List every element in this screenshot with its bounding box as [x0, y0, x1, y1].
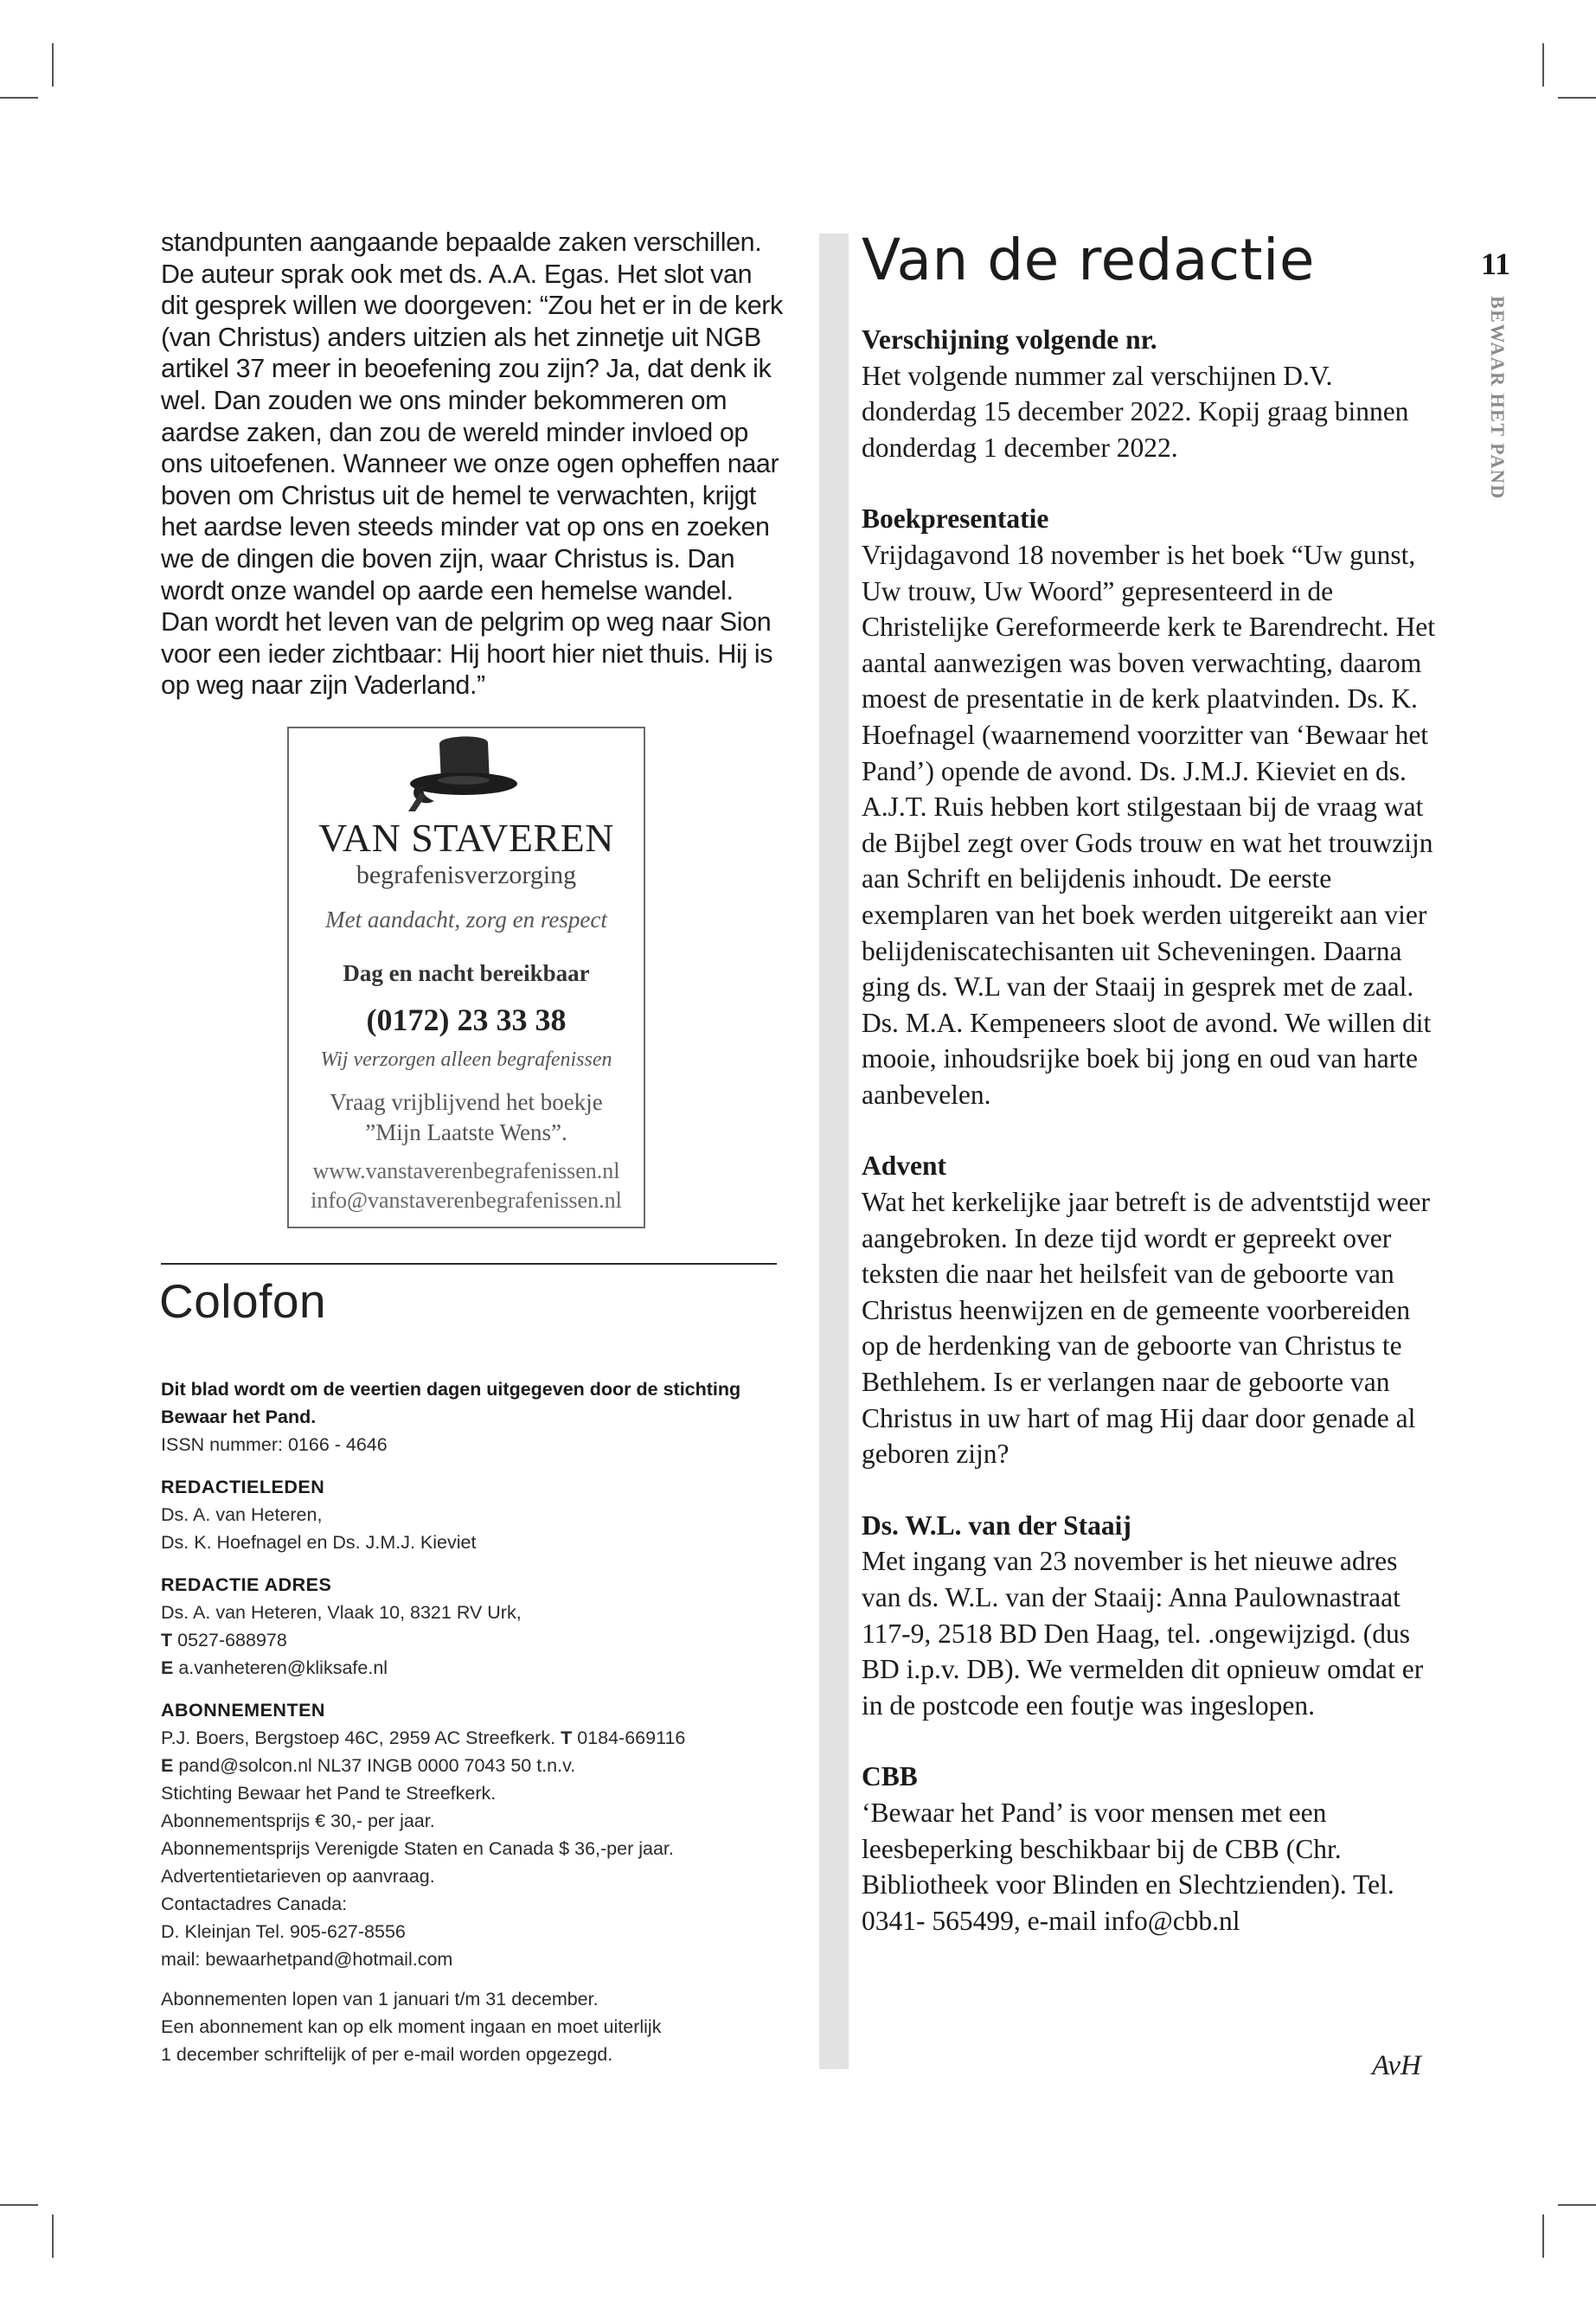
news-heading: CBB [862, 1761, 918, 1792]
ad-availability: Dag en nacht bereikbaar [343, 960, 590, 986]
news-item [862, 1759, 1439, 1939]
abonnementen-line: Advertentietarieven op aanvraag. [161, 1866, 435, 1887]
redactie-column [862, 322, 1439, 1974]
redactie-adres-line: Ds. A. van Heteren, Vlaak 10, 8321 RV Urk, [161, 1602, 522, 1623]
editor-signature: AvH [1372, 2050, 1421, 2081]
abonnementen-line: Abonnementsprijs Verenigde Staten en Canada $ 36,-per jaar. [161, 1838, 674, 1859]
abonnementen-email [161, 1752, 784, 1779]
news-heading: Verschijning volgende nr. [862, 324, 1157, 355]
abonnementen-line: Contactadres Canada: [161, 1894, 348, 1914]
crop-mark [1558, 97, 1596, 99]
news-body: Wat het kerkelijke jaar betreft is de adventstijd weer aangebroken. In deze tijd wordt er gepreekt over teksten die naar het heilsfeit van de geboorte van Christus heenwijzen en de gemeente voorbereiden op de herdenking van de geboorte van Christus te Bethlehem. Is er verlangen naar de geboorte van Christus in uw hart of mag Hij daar door genade al geboren zijn? [862, 1187, 1430, 1470]
page-number: 11 [1481, 247, 1511, 281]
crop-mark [52, 43, 54, 87]
abonnementen-line: Stichting Bewaar het Pand te Streefkerk. [161, 1783, 497, 1804]
abo-email-value: pand@solcon.nl NL37 INGB 0000 7043 50 t.n.v. [173, 1755, 576, 1776]
ad-note: Wij verzorgen alleen begrafenissen [320, 1048, 612, 1071]
article-conclusion: standpunten aangaande bepaalde zaken verschillen. De auteur sprak ook met ds. A.A. Egas. Het slot van dit gesprek willen we doorgeven: “Zou het er in de kerk (van Christus) anders uitzien als het zinnetje uit NGB artikel 37 meer in beoefening zou zijn? Ja, dat denk ik wel. Dan zouden we ons minder bekommeren om aardse zaken, dan zou de wereld minder invloed op ons uitoefenen. Wanneer we onze ogen opheffen naar boven om Christus uit de hemel te verwachten, krijgt het aardse leven steeds minder vat op ons en zoeken we de dingen die boven zijn, waar Christus is. Dan wordt onze wandel op aarde een hemelse wandel. Dan wordt het leven van de pelgrim op weg naar Sion voor een ieder zichtbaar: Hij hoort hier niet thuis. Hij is op weg naar zijn Vaderland.” [161, 228, 783, 701]
running-head: BEWAAR HET PAND [1487, 296, 1509, 500]
colofon-lead: Dit blad wordt om de veertien dagen uitgegeven door de stichting Bewaar het Pand. [161, 1379, 741, 1427]
ad-booklet-title: ”Mijn Laatste Wens”. [365, 1119, 567, 1145]
column-accent-bar [819, 234, 849, 2069]
abonnementen-line: mail: bewaarhetpand@hotmail.com [161, 1949, 453, 1970]
ad-subtitle: begrafenisverzorging [356, 861, 577, 889]
news-body: Met ingang van 23 november is het nieuwe adres van ds. W.L. van der Staaij: Anna Paulownastraat 117-9, 2518 BD Den Haag, tel. .ongewijzigd. (dus BD i.p.v. DB). We vermelden dit opnieuw omdat er in de postcode een foutje was ingeslopen. [862, 1546, 1424, 1721]
phone-value: 0527-688978 [172, 1630, 287, 1650]
colofon-body [161, 1375, 784, 2068]
news-body: Vrijdagavond 18 november is het boek “Uw gunst, Uw trouw, Uw Woord” gepresenteerd in de Christelijke Gereformeerde kerk te Barendrecht. Het aantal aanwezigen was boven verwachting, daarom moest de presentatie in de kerk plaatvinden. Ds. K. Hoefnagel (waarnemend voorzitter van ‘Bewaar het Pand’) opende de avond. Ds. J.M.J. Kieviet en ds. A.J.T. Ruis hebben kort stilgestaan bij de vraag wat de Bijbel zegt over Gods trouw en wat het trouwzijn aan Schrift en belijdenis inhoudt. De eerste exemplaren van het boek werden uitgereikt aan vier belijdeniscatechisanten uit Scheveningen. Daarna ging ds. W.L van der Staaij in gesprek met de zaal. Ds. M.A. Kempeneers sloot de avond. We willen dit mooie, inhoudsrijke boek bij jong en oud van harte aanbevelen. [862, 539, 1435, 1110]
redactieleden-heading: REDACTIELEDEN [161, 1477, 325, 1497]
crop-mark [0, 97, 38, 99]
abo-phone-label: T [561, 1727, 573, 1748]
abo-address: P.J. Boers, Bergstoep 46C, 2959 AC Streefkerk. [161, 1727, 561, 1748]
news-heading: Ds. W.L. van der Staaij [862, 1509, 1131, 1541]
ad-booklet-line: Vraag vrijblijvend het boekje [330, 1089, 603, 1115]
abonnement-terms-line: 1 december schriftelijk of per e-mail worden opgezegd. [161, 2044, 613, 2065]
ad-firm-name: VAN STAVEREN [318, 816, 614, 860]
ad-website[interactable]: www.vanstaverenbegrafenissen.nl [312, 1158, 620, 1183]
phone-label: T [161, 1630, 173, 1650]
redactie-phone [161, 1626, 784, 1654]
ad-phone: (0172) 23 33 38 [366, 1003, 567, 1037]
ad-email[interactable]: info@vanstaverenbegrafenissen.nl [311, 1188, 622, 1213]
abo-email-label: E [161, 1755, 174, 1776]
funeral-advertisement [287, 727, 645, 1228]
redactie-email [161, 1654, 784, 1682]
email-label: E [161, 1657, 174, 1678]
news-body: Het volgende nummer zal verschijnen D.V. donderdag 15 december 2022. Kopij graag binnen donderdag 1 december 2022. [862, 360, 1409, 463]
news-item [862, 501, 1439, 1112]
redactieleden-line: Ds. A. van Heteren, [161, 1504, 323, 1525]
news-heading: Boekpresentatie [862, 503, 1049, 535]
news-item [862, 1508, 1439, 1724]
crop-mark [52, 2214, 54, 2258]
crop-mark [1542, 2214, 1544, 2258]
abonnement-terms-line: Abonnementen lopen van 1 januari t/m 31 december. [161, 1989, 599, 2009]
abonnementen-address [161, 1724, 784, 1752]
abonnementen-line: D. Kleinjan Tel. 905-627-8556 [161, 1921, 406, 1942]
abonnementen-line: Abonnementsprijs € 30,- per jaar. [161, 1811, 435, 1831]
colofon-issn: ISSN nummer: 0166 - 4646 [161, 1434, 388, 1455]
redactieleden-line: Ds. K. Hoefnagel en Ds. J.M.J. Kieviet [161, 1532, 477, 1553]
section-title: Van de redactie [862, 227, 1315, 293]
news-item [862, 1148, 1439, 1471]
crop-mark [1558, 2204, 1596, 2206]
news-body: ‘Bewaar het Pand’ is voor mensen met een leesbeperking beschikbaar bij de CBB (Chr. Bibliotheek voor Blinden en Slechtzienden). Tel. 0341- 565499, e-mail info@cbb.nl [862, 1797, 1394, 1936]
top-hat-icon [400, 732, 538, 815]
redactie-adres-heading: REDACTIE ADRES [161, 1574, 332, 1595]
email-value[interactable]: a.vanheteren@kliksafe.nl [173, 1657, 388, 1678]
abo-phone-value: 0184-669116 [572, 1727, 686, 1748]
ad-slogan: Met aandacht, zorg en respect [325, 907, 607, 933]
crop-mark [0, 2204, 38, 2206]
colofon-title: Colofon [159, 1274, 327, 1328]
news-item [862, 322, 1439, 465]
news-heading: Advent [862, 1150, 947, 1182]
crop-mark [1542, 43, 1544, 87]
abonnementen-heading: ABONNEMENTEN [161, 1700, 325, 1721]
section-divider [161, 1263, 777, 1265]
abonnement-terms-line: Een abonnement kan op elk moment ingaan en moet uiterlijk [161, 2016, 662, 2037]
